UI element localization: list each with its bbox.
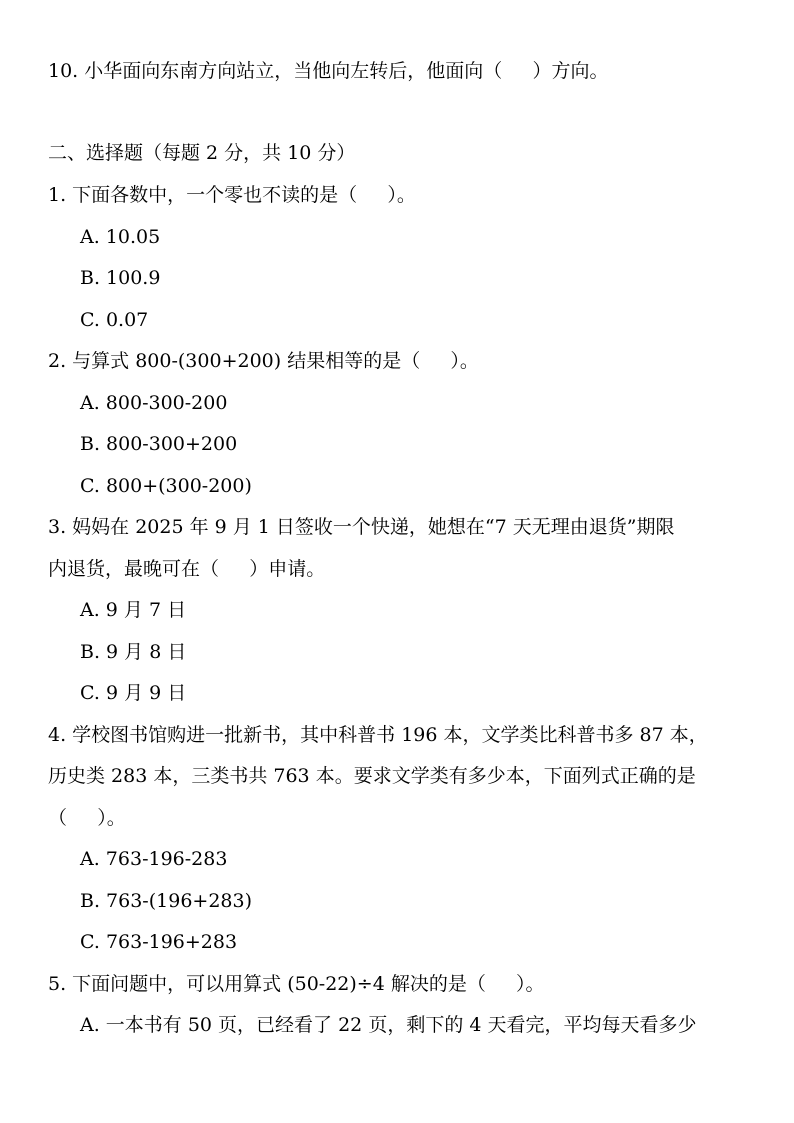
question-2-stem: 2. 与算式 800-(300+200) 结果相等的是（ ）。 xyxy=(48,350,479,372)
question-4-option-a: A. 763-196-283 xyxy=(80,848,228,870)
question-4-stem-continued: 历史类 283 本，三类书共 763 本。要求文学类有多少本，下面列式正确的是 xyxy=(48,765,696,787)
question-4-option-c: C. 763-196+283 xyxy=(80,931,238,953)
question-10-text: 10. 小华面向东南方向站立，当他向左转后，他面向（ ）方向。 xyxy=(48,60,609,82)
question-2-option-a: A. 800-300-200 xyxy=(80,392,228,414)
question-3-stem-continued: 内退货，最晚可在（ ）申请。 xyxy=(48,558,326,580)
question-5-option-a: A. 一本书有 50 页，已经看了 22 页，剩下的 4 天看完，平均每天看多少 xyxy=(80,1014,697,1036)
question-4-option-b: B. 763-(196+283) xyxy=(80,890,253,912)
question-3-option-a: A. 9 月 7 日 xyxy=(80,599,187,621)
question-1-option-b: B. 100.9 xyxy=(80,267,161,289)
question-1-option-c: C. 0.07 xyxy=(80,309,149,331)
question-1-option-a: A. 10.05 xyxy=(80,226,161,248)
question-3-option-c: C. 9 月 9 日 xyxy=(80,682,187,704)
question-4-answer-blank: （ ）。 xyxy=(48,807,126,829)
question-4-stem: 4. 学校图书馆购进一批新书，其中科普书 196 本，文学类比科普书多 87 本， xyxy=(48,724,708,746)
question-5-stem: 5. 下面问题中，可以用算式 (50-22)÷4 解决的是（ ）。 xyxy=(48,973,545,995)
question-3-option-b: B. 9 月 8 日 xyxy=(80,641,187,663)
question-2-option-b: B. 800-300+200 xyxy=(80,433,238,455)
section-title: 二、选择题（每题 2 分，共 10 分） xyxy=(48,142,356,164)
question-1-stem: 1. 下面各数中，一个零也不读的是（ ）。 xyxy=(48,184,416,206)
question-2-option-c: C. 800+(300-200) xyxy=(80,475,252,497)
question-3-stem: 3. 妈妈在 2025 年 9 月 1 日签收一个快递，她想在“7 天无理由退货”期限 xyxy=(48,516,675,538)
